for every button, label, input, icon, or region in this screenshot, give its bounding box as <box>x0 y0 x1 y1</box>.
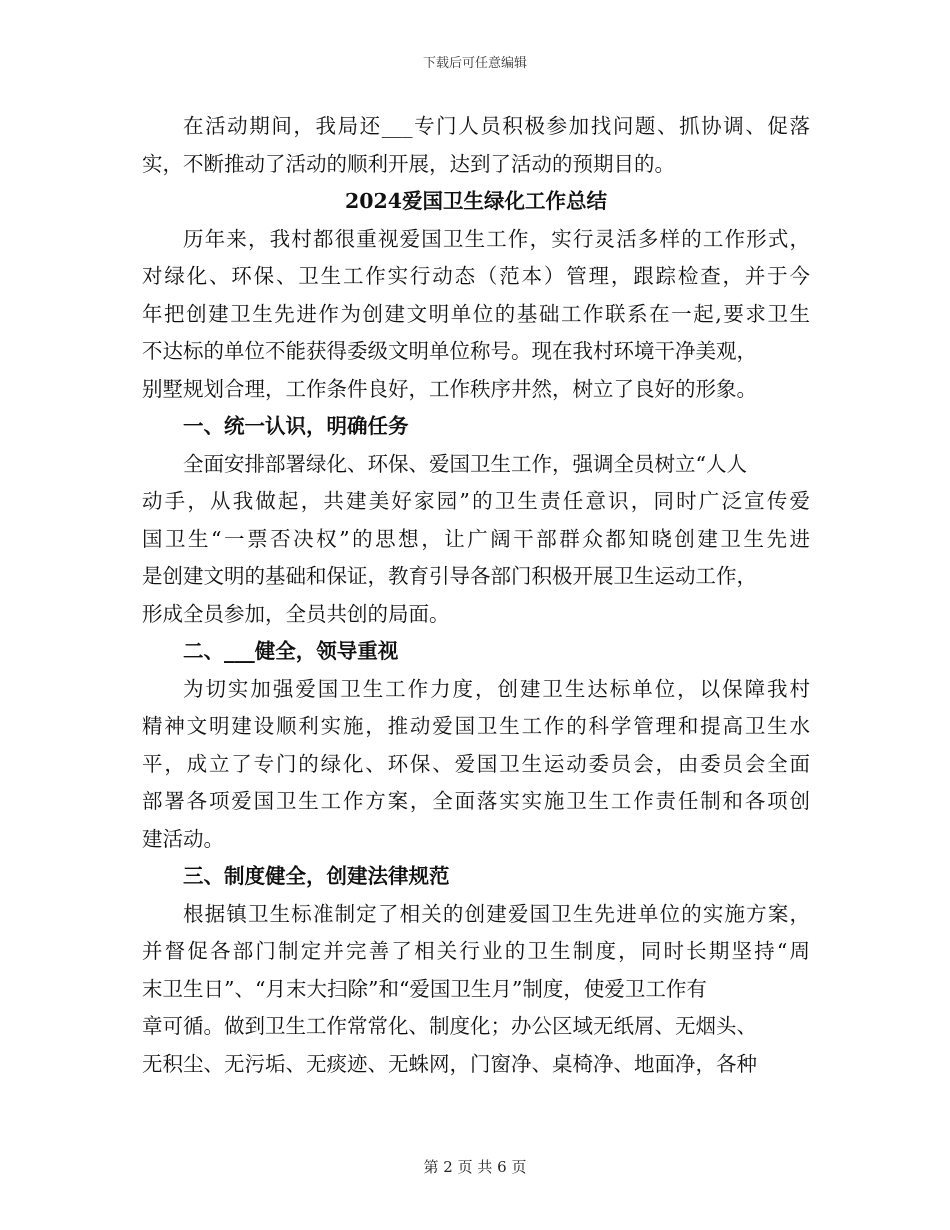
paragraph-line: 别墅规划合理，工作条件良好，工作秩序井然，树立了良好的形象。 <box>142 376 757 401</box>
paragraph-line: 对绿化、环保、卫生工作实行动态（范本）管理，跟踪检查，并于今 <box>142 264 810 288</box>
paragraph-line: 国卫生“一票否决权”的思想，让广阔干部群众都知晓创建卫生先进 <box>142 526 810 551</box>
paragraph-line: 为切实加强爱国卫生工作力度，创建卫生达标单位，以保障我村 <box>183 676 810 701</box>
paragraph-line: 不达标的单位不能获得委级文明单位称号。现在我村环境干净美观， <box>142 339 757 363</box>
page-header-note: 下载后可任意编辑 <box>422 56 527 71</box>
section-heading: 一、统一认识，明确任务 <box>183 414 409 438</box>
paragraph-line: 形成全员参加，全员共创的局面。 <box>142 601 450 626</box>
paragraph-line: 部署各项爱国卫生工作方案，全面落实实施卫生工作责任制和各项创 <box>142 789 810 813</box>
paragraph-line: 在活动期间，我局还___专门人员积极参加找问题、抓协调、促落 <box>183 114 810 138</box>
paragraph-line: 平，成立了专门的绿化、环保、爱国卫生运动委员会，由委员会全面 <box>142 751 810 776</box>
document-title: 2024爱国卫生绿化工作总结 <box>344 189 608 213</box>
section-heading: 二、___健全，领导重视 <box>183 639 399 663</box>
section-heading: 三、制度健全，创建法律规范 <box>183 864 450 888</box>
document-body <box>142 108 810 1083</box>
paragraph-line: 精神文明建设顺利实施，推动爱国卫生工作的科学管理和提高卫生水 <box>142 714 810 738</box>
paragraph-line: 末卫生日”、“月末大扫除”和“爱国卫生月”制度，使爱卫工作有 <box>142 976 707 1001</box>
paragraph-line: 实，不断推动了活动的顺利开展，达到了活动的预期目的。 <box>142 151 675 176</box>
paragraph-line: 章可循。做到卫生工作常常化、制度化；办公区域无纸屑、无烟头、 <box>142 1014 757 1038</box>
paragraph-line: 年把创建卫生先进作为创建文明单位的基础工作联系在一起,要求卫生 <box>142 301 810 326</box>
paragraph-line: 并督促各部门制定并完善了相关行业的卫生制度，同时长期坚持“周 <box>142 939 810 963</box>
paragraph-line: 历年来，我村都很重视爱国卫生工作，实行灵活多样的工作形式， <box>183 226 810 251</box>
paragraph-line: 全面安排部署绿化、环保、爱国卫生工作，强调全员树立“人人 <box>183 451 747 476</box>
paragraph-line: 无积尘、无污垢、无痰迹、无蛛网，门窗净、桌椅净、地面净，各种 <box>142 1051 757 1076</box>
paragraph-line: 动手，从我做起，共建美好家园”的卫生责任意识，同时广泛宣传爱 <box>142 489 810 513</box>
page-number: 第 2 页 共 6 页 <box>423 1158 527 1176</box>
paragraph-line: 根据镇卫生标准制定了相关的创建爱国卫生先进单位的实施方案， <box>183 901 810 926</box>
paragraph-line: 建活动。 <box>142 826 224 851</box>
paragraph-line: 是创建文明的基础和保证，教育引导各部门积极开展卫生运动工作， <box>142 564 757 588</box>
